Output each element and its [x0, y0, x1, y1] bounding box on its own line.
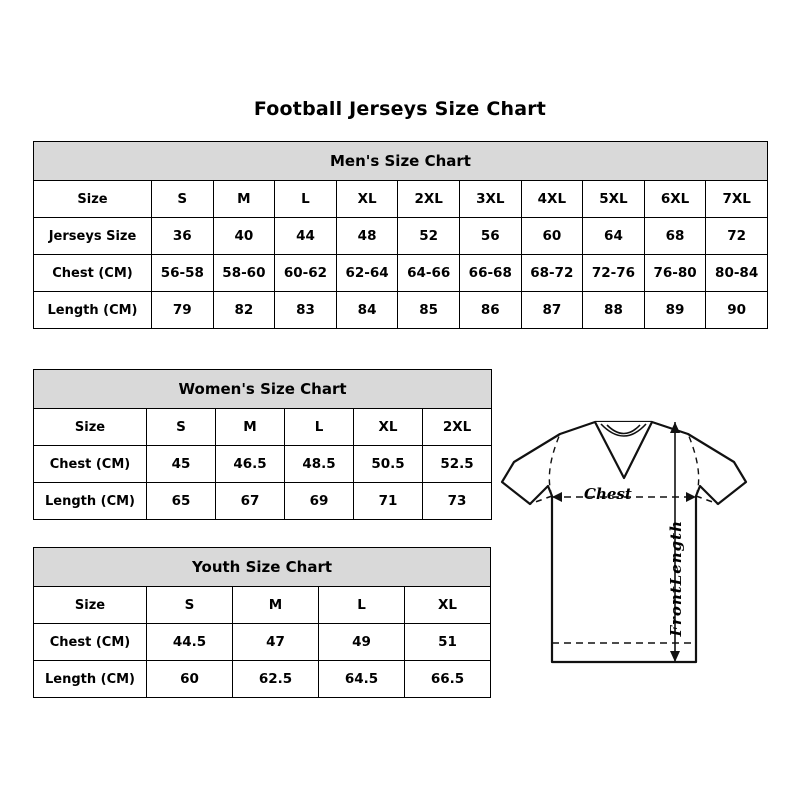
table-header-row [34, 548, 491, 587]
table-cell: 49 [319, 624, 405, 661]
table-cell: 48 [336, 218, 398, 255]
row-label: Chest (CM) [34, 446, 147, 483]
table-cell: 56-58 [152, 255, 214, 292]
table-cell: 47 [233, 624, 319, 661]
table-cell: 71 [354, 483, 423, 520]
table-cell: 84 [336, 292, 398, 329]
column-header: L [319, 587, 405, 624]
table-cell: 48.5 [285, 446, 354, 483]
table-row [34, 661, 491, 698]
column-header: S [147, 409, 216, 446]
table-header-row [34, 370, 492, 409]
column-header: 2XL [398, 181, 460, 218]
column-header: 6XL [644, 181, 706, 218]
table-row [34, 483, 492, 520]
table-cell: 52.5 [423, 446, 492, 483]
table-cell: 60-62 [275, 255, 337, 292]
row-label: Chest (CM) [34, 624, 147, 661]
column-header: 2XL [423, 409, 492, 446]
mens-size-chart [33, 141, 767, 329]
table-cell: 68-72 [521, 255, 583, 292]
column-header: 5XL [583, 181, 645, 218]
table-cell: 65 [147, 483, 216, 520]
column-header: M [213, 181, 275, 218]
column-header: XL [354, 409, 423, 446]
youth-size-table [33, 547, 491, 698]
table-cell: 90 [706, 292, 768, 329]
table-cell: 89 [644, 292, 706, 329]
table-row [34, 624, 491, 661]
chest-measure-label: Chest [584, 485, 632, 503]
table-row [34, 218, 768, 255]
table-cell: 72 [706, 218, 768, 255]
womens-size-table [33, 369, 492, 520]
column-header: 7XL [706, 181, 768, 218]
row-label: Length (CM) [34, 292, 152, 329]
table-cell: 58-60 [213, 255, 275, 292]
table-cell: 72-76 [583, 255, 645, 292]
womens-size-chart [33, 369, 491, 520]
row-label: Length (CM) [34, 661, 147, 698]
table-cell: 85 [398, 292, 460, 329]
column-header: M [216, 409, 285, 446]
table-cell: 88 [583, 292, 645, 329]
table-cell: 51 [405, 624, 491, 661]
table-row [34, 255, 768, 292]
table-row [34, 292, 768, 329]
column-header: L [275, 181, 337, 218]
table-cell: 73 [423, 483, 492, 520]
table-cell: 56 [459, 218, 521, 255]
youth-size-chart [33, 547, 491, 698]
jersey-measurement-diagram [500, 400, 790, 700]
table-cell: 52 [398, 218, 460, 255]
table-cell: 86 [459, 292, 521, 329]
table-cell: 64 [583, 218, 645, 255]
table-cell: 44.5 [147, 624, 233, 661]
table-cell: 79 [152, 292, 214, 329]
column-header: S [147, 587, 233, 624]
page-title: Football Jerseys Size Chart [253, 98, 547, 120]
table-cell: 62-64 [336, 255, 398, 292]
table-header-row [34, 142, 768, 181]
table-cell: 66.5 [405, 661, 491, 698]
table-cell: 64.5 [319, 661, 405, 698]
column-header: XL [336, 181, 398, 218]
table-cell: 36 [152, 218, 214, 255]
front-length-measure-label: FrontLength [667, 520, 685, 637]
table-cell: 66-68 [459, 255, 521, 292]
table-cell: 69 [285, 483, 354, 520]
table-cell: 46.5 [216, 446, 285, 483]
table-cell: 45 [147, 446, 216, 483]
row-label: Chest (CM) [34, 255, 152, 292]
table-cell: 44 [275, 218, 337, 255]
table-cell: 82 [213, 292, 275, 329]
column-header: L [285, 409, 354, 446]
table-row [34, 409, 492, 446]
column-header: M [233, 587, 319, 624]
column-header: Size [34, 409, 147, 446]
table-cell: 83 [275, 292, 337, 329]
column-header: Size [34, 587, 147, 624]
table-cell: 64-66 [398, 255, 460, 292]
table-cell: 50.5 [354, 446, 423, 483]
column-header: 3XL [459, 181, 521, 218]
table-row [34, 587, 491, 624]
youth-section-heading: Youth Size Chart [34, 548, 491, 587]
table-cell: 60 [147, 661, 233, 698]
table-row [34, 446, 492, 483]
table-cell: 60 [521, 218, 583, 255]
table-cell: 67 [216, 483, 285, 520]
table-cell: 87 [521, 292, 583, 329]
womens-section-heading: Women's Size Chart [34, 370, 492, 409]
mens-size-table [33, 141, 768, 329]
table-cell: 80-84 [706, 255, 768, 292]
column-header: 4XL [521, 181, 583, 218]
table-cell: 62.5 [233, 661, 319, 698]
column-header: Size [34, 181, 152, 218]
table-cell: 68 [644, 218, 706, 255]
row-label: Length (CM) [34, 483, 147, 520]
table-cell: 76-80 [644, 255, 706, 292]
row-label: Jerseys Size [34, 218, 152, 255]
tshirt-icon [500, 400, 790, 700]
column-header: S [152, 181, 214, 218]
table-cell: 40 [213, 218, 275, 255]
mens-section-heading: Men's Size Chart [34, 142, 768, 181]
column-header: XL [405, 587, 491, 624]
table-row [34, 181, 768, 218]
